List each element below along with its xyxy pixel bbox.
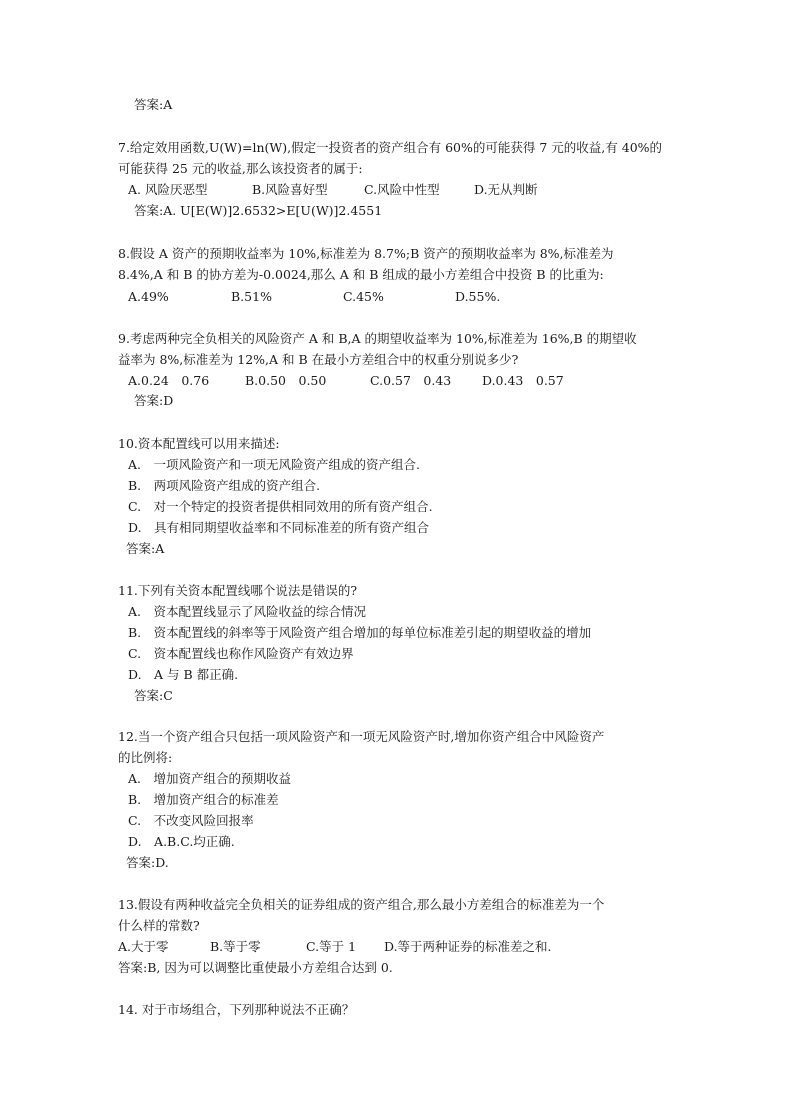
q8-options bbox=[128, 289, 500, 305]
q7-options bbox=[128, 182, 538, 198]
q11-text-line1: 11.下列有关资本配置线哪个说法是错误的? bbox=[118, 583, 358, 598]
q13-text-line2: 什么样的常数? bbox=[118, 918, 200, 933]
q13-options bbox=[118, 939, 552, 955]
q6-answer: 答案:A bbox=[134, 97, 173, 112]
q12-option-a: A. 增加资产组合的预期收益 bbox=[128, 771, 292, 786]
q13-option-b: B.等于零 bbox=[210, 939, 261, 954]
q8-option-b: B.51% bbox=[231, 289, 272, 304]
q7-text-line1: 7.给定效用函数,U(W)=ln(W),假定一投资者的资产组合有 60%的可能获得 7 元的收益,有 40%的 bbox=[118, 140, 663, 155]
q13-option-d: D.等于两种证券的标准差之和. bbox=[384, 939, 552, 954]
q9-answer: 答案:D bbox=[134, 393, 174, 408]
q9-option-b: B.0.50 0.50 bbox=[245, 373, 327, 388]
q10-option-c: C. 对一个特定的投资者提供相同效用的所有资产组合. bbox=[128, 499, 433, 514]
q8-option-d: D.55%. bbox=[455, 289, 501, 304]
q14-text-line1: 14. 对于市场组合，下列那种说法不正确？ bbox=[118, 1002, 355, 1017]
q9-option-a: A.0.24 0.76 bbox=[128, 373, 210, 388]
q7-option-d: D.无从判断 bbox=[474, 182, 538, 197]
q8-option-a: A.49% bbox=[128, 289, 169, 304]
q9-options bbox=[128, 373, 564, 389]
q8-option-c: C.45% bbox=[343, 289, 384, 304]
q12-text-line2: 的比例将: bbox=[118, 750, 173, 765]
q7-option-c: C.风险中性型 bbox=[364, 182, 440, 197]
q9-option-d: D.0.43 0.57 bbox=[482, 373, 564, 388]
q8-text-line2: 8.4%,A 和 B 的协方差为-0.0024,那么 A 和 B 组成的最小方差组合中投资 B 的比重为: bbox=[118, 267, 604, 282]
q7-answer: 答案:A. U[E(W)]2.6532>E[U(W)]2.4551 bbox=[134, 203, 383, 218]
q9-text-line1: 9.考虑两种完全负相关的风险资产 A 和 B,A 的期望收益率为 10%,标准差为 16%,B 的期望收 bbox=[118, 331, 637, 346]
q7-option-a: A. 风险厌恶型 bbox=[128, 182, 208, 197]
q10-text-line1: 10.资本配置线可以用来描述: bbox=[118, 436, 280, 451]
q13-option-c: C.等于 1 bbox=[306, 939, 357, 954]
q11-option-d: D. A 与 B 都正确. bbox=[128, 667, 239, 682]
q12-option-c: C. 不改变风险回报率 bbox=[128, 813, 254, 828]
q7-text-line2: 可能获得 25 元的收益,那么该投资者的属于: bbox=[118, 161, 363, 176]
q10-option-b: B. 两项风险资产组成的资产组合. bbox=[128, 478, 321, 493]
q12-text-line1: 12.当一个资产组合只包括一项风险资产和一项无风险资产时,增加你资产组合中风险资产 bbox=[118, 729, 605, 744]
q10-option-a: A. 一项风险资产和一项无风险资产组成的资产组合. bbox=[128, 457, 420, 472]
q8-text-line1: 8.假设 A 资产的预期收益率为 10%,标准差为 8.7%;B 资产的预期收益率为 8%,标准差为 bbox=[118, 246, 614, 261]
q11-option-c: C. 资本配置线也称作风险资产有效边界 bbox=[128, 646, 354, 661]
q10-answer: 答案:A bbox=[126, 541, 165, 556]
q10-option-d: D. 具有相同期望收益率和不同标准差的所有资产组合 bbox=[128, 520, 430, 535]
q12-option-b: B. 增加资产组合的标准差 bbox=[128, 792, 279, 807]
q7-option-b: B.风险喜好型 bbox=[252, 182, 328, 197]
q9-text-line2: 益率为 8%,标准差为 12%,A 和 B 在最小方差组合中的权重分别说多少? bbox=[118, 352, 519, 367]
q13-text-line1: 13.假设有两种收益完全负相关的证券组成的资产组合,那么最小方差组合的标准差为一个 bbox=[118, 897, 605, 912]
q9-option-c: C.0.57 0.43 bbox=[370, 373, 452, 388]
q12-answer: 答案:D. bbox=[126, 855, 169, 870]
q11-option-a: A. 资本配置线显示了风险收益的综合情况 bbox=[128, 604, 367, 619]
q11-option-b: B. 资本配置线的斜率等于风险资产组合增加的每单位标准差引起的期望收益的增加 bbox=[128, 625, 592, 640]
q11-answer: 答案:C bbox=[134, 688, 173, 703]
q13-option-a: A.大于零 bbox=[118, 939, 169, 954]
q13-answer: 答案:B, 因为可以调整比重使最小方差组合达到 0. bbox=[118, 960, 393, 975]
q12-option-d: D. A.B.C.均正确. bbox=[128, 834, 235, 849]
